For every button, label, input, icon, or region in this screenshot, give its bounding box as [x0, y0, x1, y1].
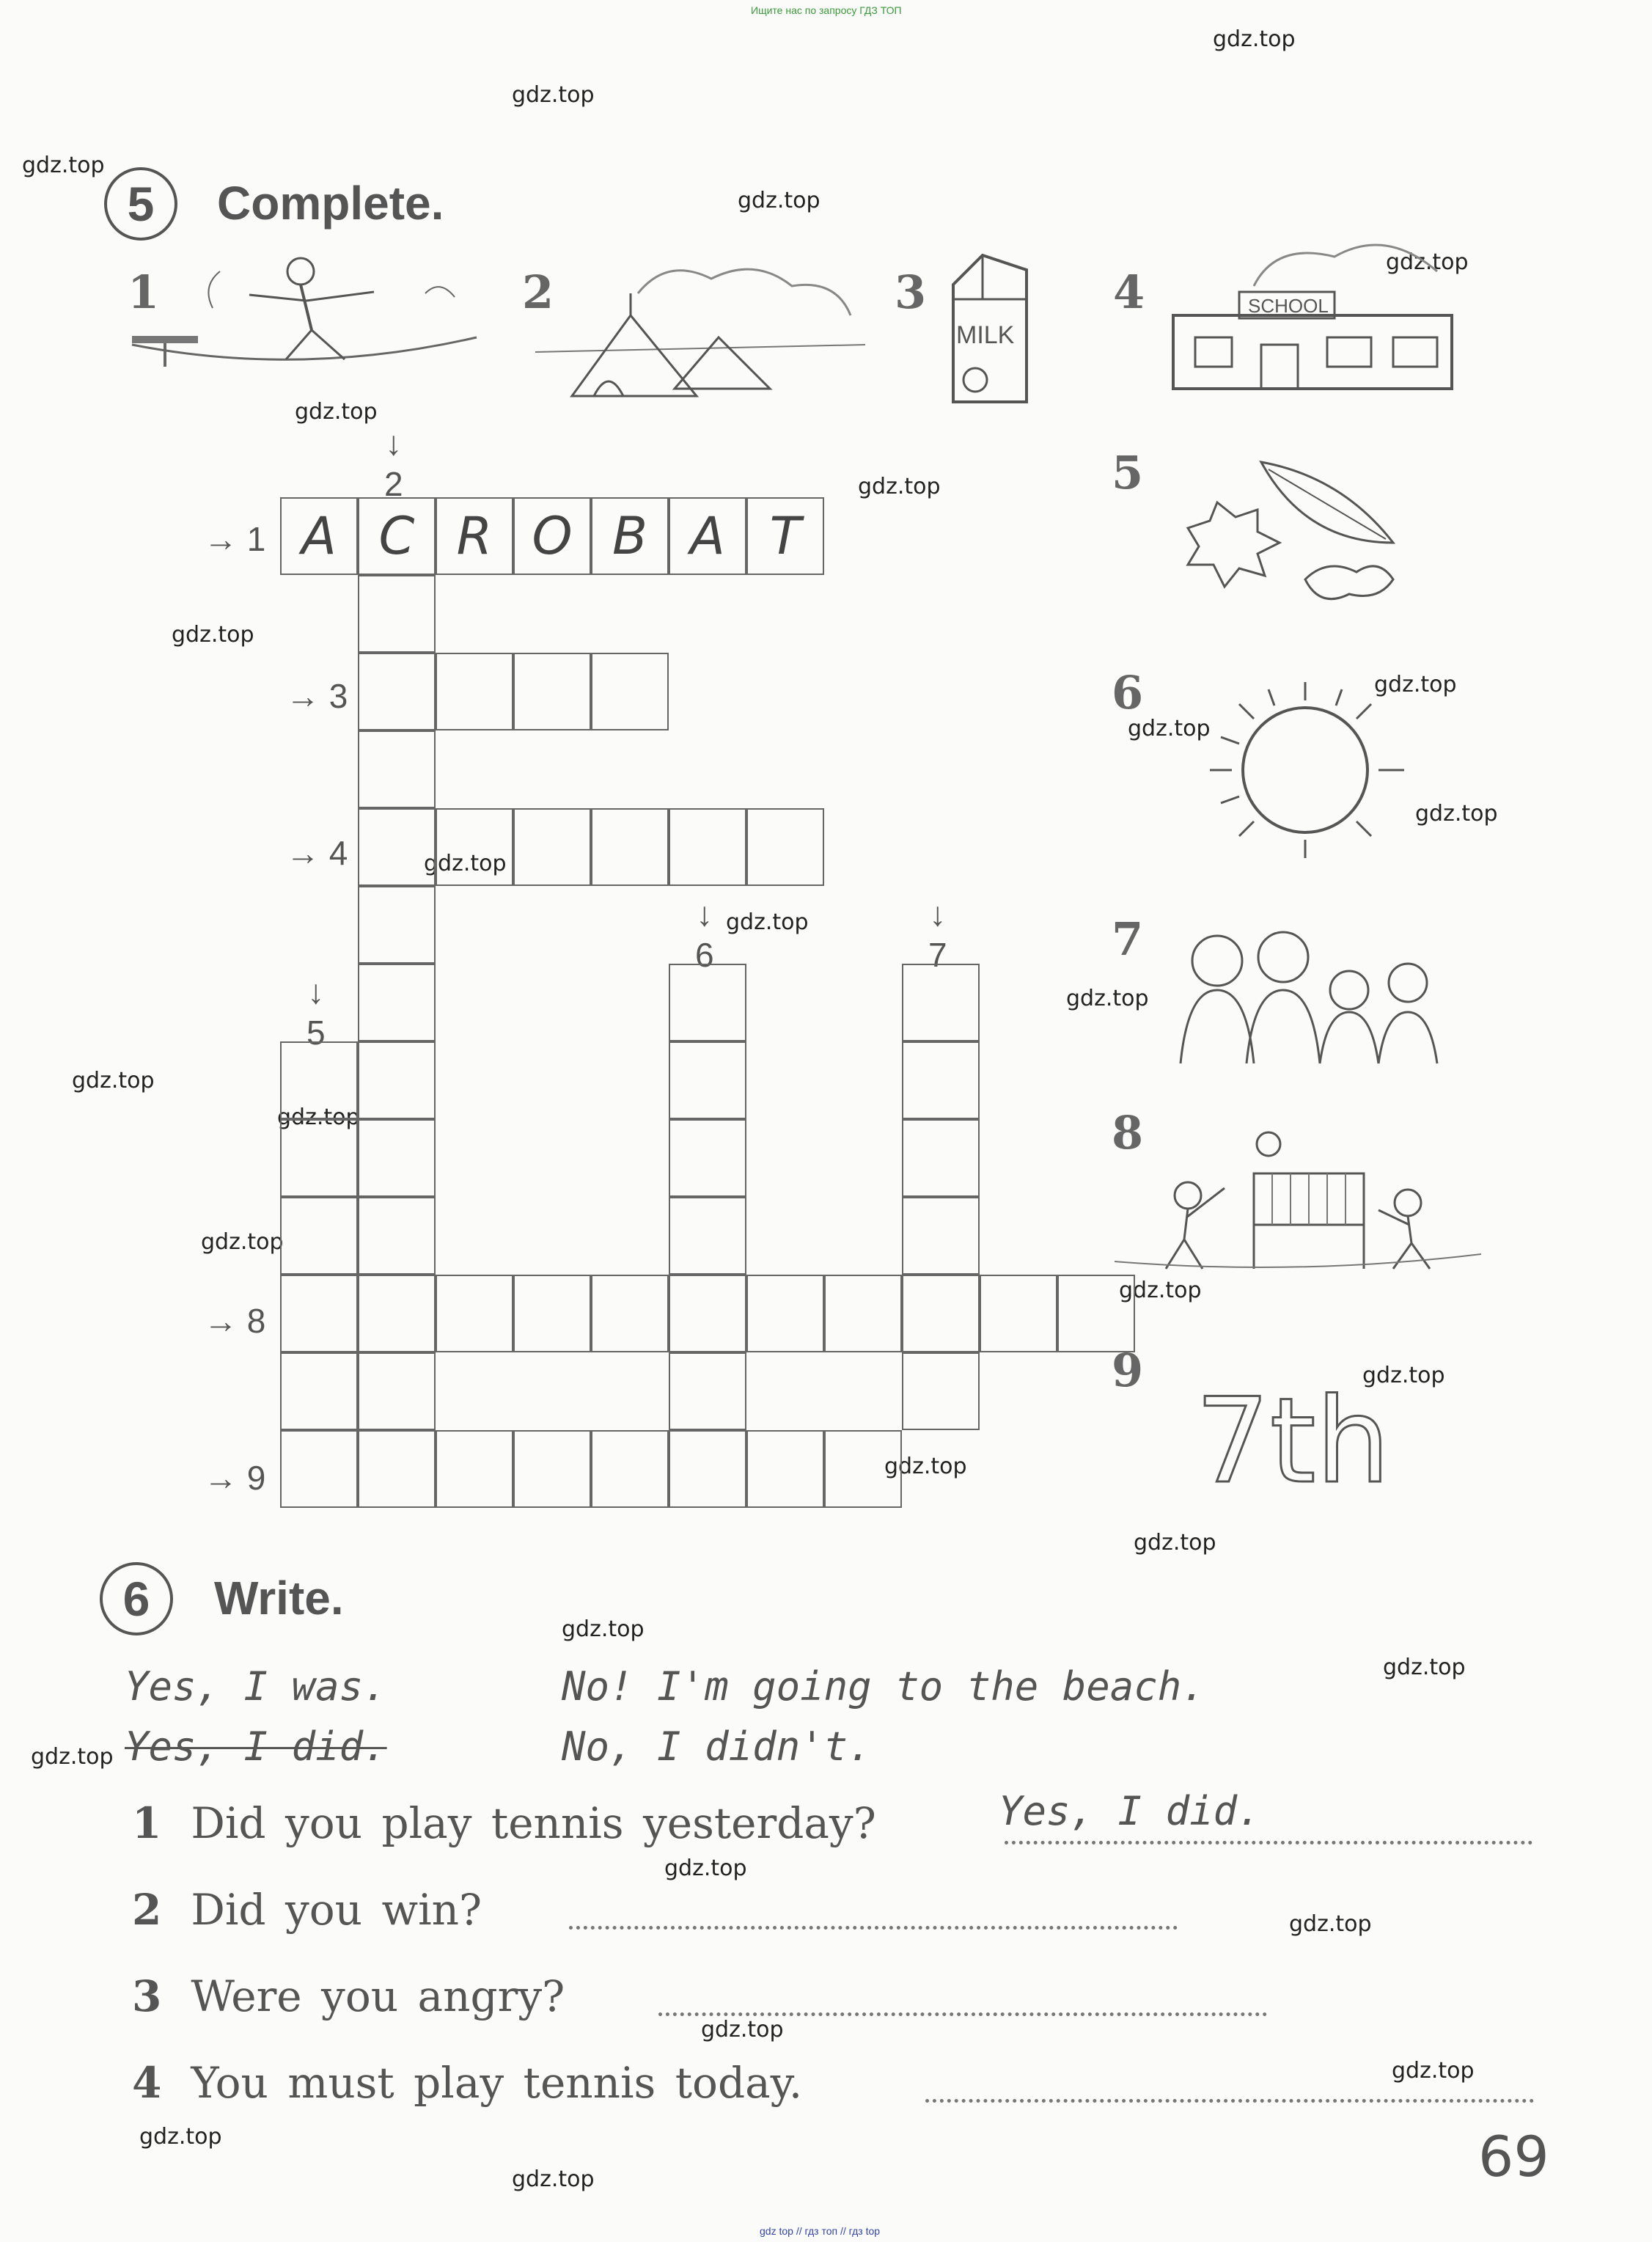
picture-number-7: 7: [1112, 912, 1144, 966]
question-2: 2 Did you win?: [132, 1885, 482, 1935]
crossword-cell[interactable]: [436, 1430, 513, 1508]
crossword-cell[interactable]: [746, 808, 824, 886]
crossword-cell[interactable]: [358, 575, 436, 653]
answer-line-1[interactable]: [1005, 1841, 1532, 1844]
crossword-cell[interactable]: [746, 1275, 824, 1352]
circus-tent-icon: [528, 249, 873, 411]
watermark: gdz.top: [277, 1104, 360, 1130]
crossword-cell[interactable]: [591, 808, 669, 886]
crossword-cell[interactable]: [436, 1275, 513, 1352]
watermark: gdz.top: [1362, 1363, 1445, 1388]
crossword-cell[interactable]: T: [746, 497, 824, 575]
crossword-cell[interactable]: [280, 1041, 358, 1119]
exercise-title: Write.: [214, 1572, 344, 1624]
watermark: gdz.top: [295, 399, 378, 425]
picture-number-4: 4: [1113, 265, 1145, 319]
crossword-cell[interactable]: O: [513, 497, 591, 575]
question-4: 4 You must play tennis today.: [132, 2058, 803, 2108]
crossword-cell[interactable]: [513, 808, 591, 886]
picture-number-9: 9: [1112, 1344, 1144, 1397]
acrobat-on-wire-icon: [125, 249, 484, 389]
watermark: gdz.top: [1213, 26, 1296, 52]
crossword-cell[interactable]: [1057, 1275, 1135, 1352]
milk-label: MILK: [956, 321, 1015, 349]
crossword-cell[interactable]: [358, 1041, 436, 1119]
crossword-cell[interactable]: [358, 1197, 436, 1275]
watermark: gdz.top: [1386, 249, 1469, 275]
sun-icon: [1188, 667, 1422, 865]
watermark: gdz.top: [31, 1744, 114, 1770]
milk-carton-icon: [939, 255, 1041, 409]
watermark: gdz.top: [1415, 801, 1498, 827]
crossword-cell[interactable]: A: [669, 497, 746, 575]
school-building-icon: [1144, 235, 1481, 403]
question-3: 3 Were you angry?: [132, 1971, 565, 2021]
crossword-cell[interactable]: [669, 964, 746, 1041]
header-note: Ищите нас по запросу ГДЗ ТОП: [751, 4, 902, 16]
crossword-cell[interactable]: [746, 1430, 824, 1508]
crossword-cell[interactable]: [358, 1119, 436, 1197]
clue-down-6: ↓ 6: [695, 895, 714, 974]
crossword-cell[interactable]: [824, 1275, 902, 1352]
answer-text-1: Yes, I did.: [999, 1788, 1261, 1834]
picture-number-3: 3: [895, 265, 927, 319]
picture-number-6: 6: [1112, 666, 1144, 719]
watermark: gdz.top: [172, 622, 254, 648]
school-label: SCHOOL: [1248, 295, 1329, 317]
crossword-cell[interactable]: [669, 1430, 746, 1508]
clue-across-4: → 4: [286, 834, 348, 872]
watermark: gdz.top: [858, 474, 941, 499]
picture-number-8: 8: [1112, 1106, 1144, 1160]
clue-across-1: → 1: [204, 520, 266, 558]
crossword-cell[interactable]: [358, 964, 436, 1041]
crossword-cell[interactable]: [358, 886, 436, 964]
crossword-cell[interactable]: [902, 1041, 980, 1119]
clue-down-5: ↓ 5: [306, 972, 326, 1052]
crossword-cell[interactable]: R: [436, 497, 513, 575]
answer-line-3[interactable]: [658, 2012, 1267, 2016]
exercise-title: Complete.: [217, 177, 444, 230]
crossword-cell[interactable]: A: [280, 497, 358, 575]
watermark: gdz.top: [1128, 716, 1211, 741]
crossword-cell[interactable]: [513, 1275, 591, 1352]
clue-across-9: → 9: [204, 1459, 266, 1497]
answer-line-4[interactable]: [925, 2099, 1534, 2103]
watermark: gdz.top: [738, 188, 821, 213]
watermark: gdz.top: [424, 851, 507, 876]
crossword-cell[interactable]: [669, 808, 746, 886]
watermark: gdz.top: [512, 82, 595, 108]
volleyball-players-icon: [1115, 1129, 1481, 1276]
watermark: gdz.top: [201, 1229, 284, 1255]
crossword-cell[interactable]: C: [358, 497, 436, 575]
clue-across-8: → 8: [204, 1302, 266, 1340]
watermark: gdz.top: [1066, 986, 1149, 1011]
crossword-cell[interactable]: [980, 1275, 1057, 1352]
crossword-cell[interactable]: [358, 653, 436, 730]
crossword-cell[interactable]: [513, 653, 591, 730]
crossword-cell[interactable]: [280, 1430, 358, 1508]
crossword-cell[interactable]: [358, 730, 436, 808]
watermark: gdz.top: [22, 153, 105, 178]
seventh-icon: [1188, 1372, 1400, 1509]
clue-down-2: ↓ 2: [384, 424, 403, 503]
answer-option: No, I didn't.: [562, 1723, 872, 1770]
watermark: gdz.top: [1134, 1530, 1216, 1556]
crossword-cell[interactable]: [591, 1275, 669, 1352]
crossword-cell[interactable]: [902, 1352, 980, 1430]
crossword-cell[interactable]: [669, 1352, 746, 1430]
family-icon: [1173, 924, 1452, 1071]
crossword-cell[interactable]: [358, 808, 436, 886]
answer-line-2[interactable]: [569, 1926, 1178, 1930]
watermark: gdz.top: [701, 2017, 784, 2043]
page-number: 69: [1478, 2124, 1549, 2189]
watermark: gdz.top: [1392, 2058, 1475, 2084]
clue-down-7: ↓ 7: [928, 895, 947, 974]
seventh-label: 7th: [1195, 1372, 1390, 1509]
crossword-cell[interactable]: [591, 1430, 669, 1508]
crossword-cell[interactable]: [902, 1197, 980, 1275]
crossword-cell[interactable]: [358, 1275, 436, 1352]
crossword-cell[interactable]: [902, 1119, 980, 1197]
exercise-number: 6: [100, 1562, 173, 1635]
crossword-cell[interactable]: [591, 653, 669, 730]
answer-option: No! I'm going to the beach.: [562, 1663, 1205, 1710]
watermark: gdz.top: [512, 2166, 595, 2192]
watermark: gdz.top: [139, 2124, 222, 2150]
crossword-cell[interactable]: [669, 1119, 746, 1197]
watermark: gdz.top: [884, 1454, 967, 1479]
answer-option-used: Yes, I did.: [125, 1723, 387, 1770]
crossword-cell[interactable]: B: [591, 497, 669, 575]
watermark: gdz.top: [1119, 1278, 1202, 1303]
crossword-cell[interactable]: [824, 1430, 902, 1508]
crossword-cell[interactable]: [280, 1119, 358, 1197]
watermark: gdz.top: [72, 1068, 155, 1093]
crossword-cell[interactable]: [358, 1352, 436, 1430]
crossword-cell[interactable]: [669, 1041, 746, 1119]
crossword-cell[interactable]: [669, 1275, 746, 1352]
watermark: gdz.top: [726, 909, 809, 935]
crossword-cell[interactable]: [436, 653, 513, 730]
question-1: 1 Did you play tennis yesterday?: [132, 1798, 876, 1848]
answer-option: Yes, I was.: [125, 1663, 387, 1710]
watermark: gdz.top: [1289, 1911, 1372, 1937]
footer-note: gdz top // гдз топ // гдз top: [760, 2225, 881, 2237]
crossword-cell[interactable]: [669, 1197, 746, 1275]
crossword-cell[interactable]: [280, 1197, 358, 1275]
crossword-cell[interactable]: [280, 1275, 358, 1352]
leaves-icon: [1173, 455, 1400, 616]
watermark: gdz.top: [664, 1855, 747, 1881]
crossword-cell[interactable]: [280, 1352, 358, 1430]
crossword-cell[interactable]: [513, 1430, 591, 1508]
picture-number-5: 5: [1112, 446, 1144, 499]
watermark: gdz.top: [562, 1616, 645, 1642]
crossword-cell[interactable]: [436, 808, 513, 886]
picture-number-2: 2: [522, 265, 554, 319]
crossword-cell[interactable]: [902, 1275, 980, 1352]
exercise-number: 5: [104, 167, 177, 241]
watermark: gdz.top: [1383, 1655, 1466, 1680]
clue-across-3: → 3: [286, 677, 348, 715]
picture-number-1: 1: [128, 265, 160, 319]
crossword-cell[interactable]: [902, 964, 980, 1041]
watermark: gdz.top: [1374, 672, 1457, 697]
crossword-cell[interactable]: [358, 1430, 436, 1508]
